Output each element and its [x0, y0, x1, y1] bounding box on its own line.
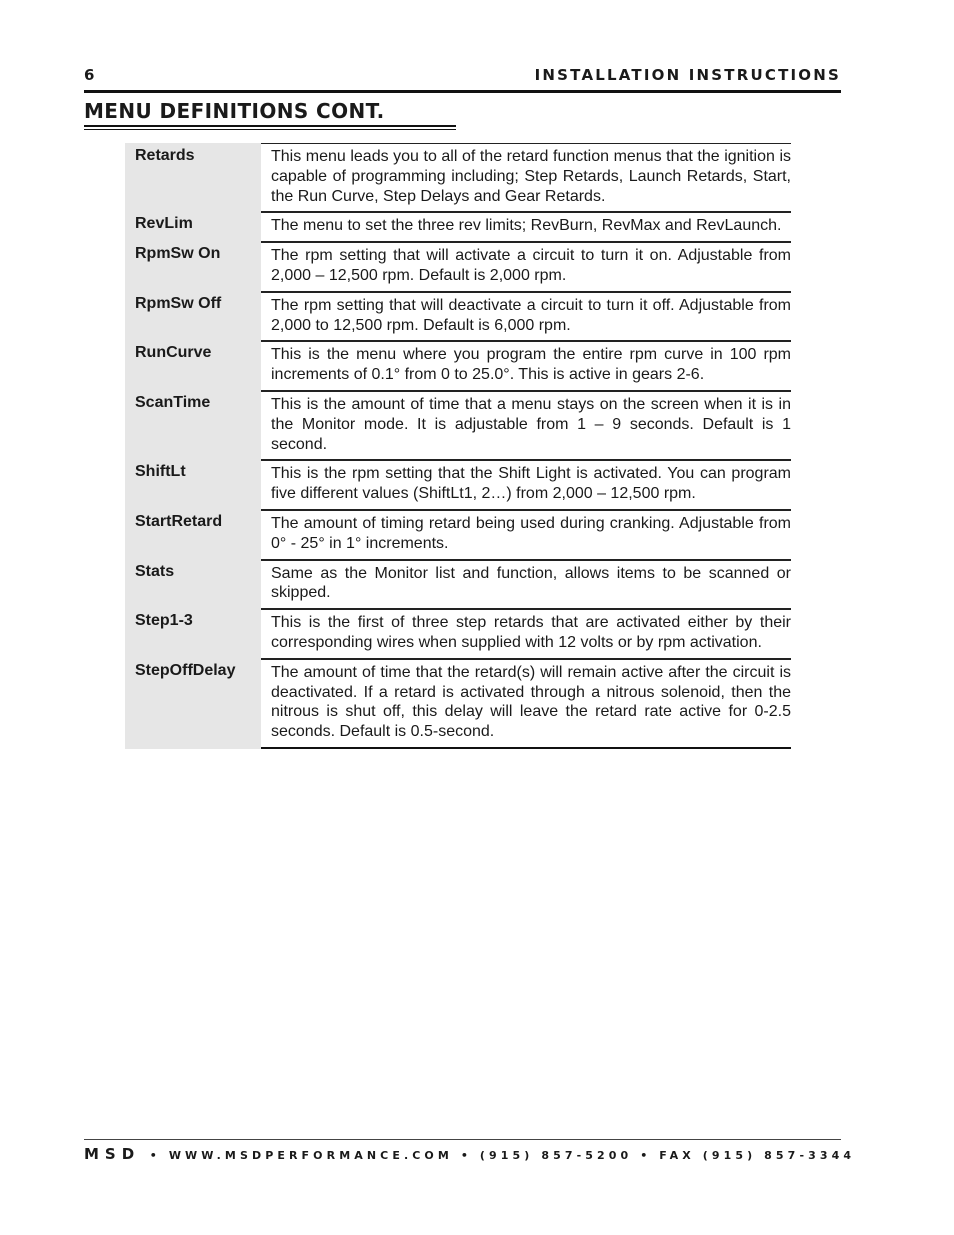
definition-description: Same as the Monitor list and function, allows items to be scanned or skipped.	[261, 559, 791, 609]
definition-row	[125, 459, 791, 509]
definition-row	[125, 340, 791, 390]
definition-term: RevLim	[125, 211, 261, 241]
definition-row	[125, 291, 791, 341]
definition-term: Stats	[125, 559, 261, 609]
definition-row	[125, 658, 791, 749]
definition-term: RpmSw On	[125, 241, 261, 291]
section-title-underline-thin	[84, 129, 456, 130]
definition-term: ShiftLt	[125, 459, 261, 509]
definition-row	[125, 559, 791, 609]
definition-description: The rpm setting that will deactivate a circuit to turn it off. Adjustable from 2,000 to 12,500 rpm. Default is 6,000 rpm.	[261, 291, 791, 341]
definition-row	[125, 608, 791, 658]
definition-term: Retards	[125, 143, 261, 211]
definition-term: RunCurve	[125, 340, 261, 390]
definition-description: The rpm setting that will activate a circuit to turn it on. Adjustable from 2,000 – 12,500 rpm. Default is 2,000 rpm.	[261, 241, 791, 291]
definition-description: This is the first of three step retards that are activated either by their corresponding wires when supplied with 12 volts or by rpm activation.	[261, 608, 791, 658]
definition-description: The menu to set the three rev limits; RevBurn, RevMax and RevLaunch.	[261, 211, 791, 241]
footer-rule	[84, 1139, 841, 1140]
definition-description: This is the rpm setting that the Shift Light is activated. You can program five different values (ShiftLt1, 2…) from 2,000 – 12,500 rpm.	[261, 459, 791, 509]
section-title-underline	[84, 125, 456, 127]
definition-term: RpmSw Off	[125, 291, 261, 341]
definition-term: StartRetard	[125, 509, 261, 559]
section-title: MENU DEFINITIONS CONT.	[84, 99, 385, 123]
definition-term: StepOffDelay	[125, 658, 261, 749]
definition-description: This menu leads you to all of the retard function menus that the ignition is capable of programming including; Step Retards, Launch Retards, Start, the Run Curve, Step Delays and Gear Retards.	[261, 143, 791, 211]
definitions-table	[125, 143, 791, 749]
definition-row	[125, 390, 791, 459]
definition-description: The amount of time that the retard(s) will remain active after the circuit is deactivated. If a retard is activated through a nitrous solenoid, then the nitrous is shut off, this delay will leave the retard rate active for 0-2.5 seconds. Default is 0.5-second.	[261, 658, 791, 749]
definition-term: Step1-3	[125, 608, 261, 658]
footer	[84, 1144, 856, 1163]
definition-row	[125, 509, 791, 559]
definition-row	[125, 241, 791, 291]
definition-description: This is the menu where you program the entire rpm curve in 100 rpm increments of 0.1° from 0 to 25.0°. This is active in gears 2-6.	[261, 340, 791, 390]
definition-description: This is the amount of time that a menu stays on the screen when it is in the Monitor mode. It is adjustable from 1 – 9 seconds. Default is 1 second.	[261, 390, 791, 459]
definition-row	[125, 143, 791, 211]
definition-row	[125, 211, 791, 241]
definition-description: The amount of timing retard being used during cranking. Adjustable from 0° - 25° in 1° increments.	[261, 509, 791, 559]
definition-term: ScanTime	[125, 390, 261, 459]
page-number: 6	[84, 66, 95, 84]
footer-brand: MSD	[84, 1145, 141, 1163]
running-header-title: INSTALLATION INSTRUCTIONS	[534, 66, 841, 84]
header-rule	[84, 90, 841, 93]
footer-contact-info: • WWW.MSDPERFORMANCE.COM • (915) 857-5200 • FAX (915) 857-3344	[149, 1149, 856, 1162]
